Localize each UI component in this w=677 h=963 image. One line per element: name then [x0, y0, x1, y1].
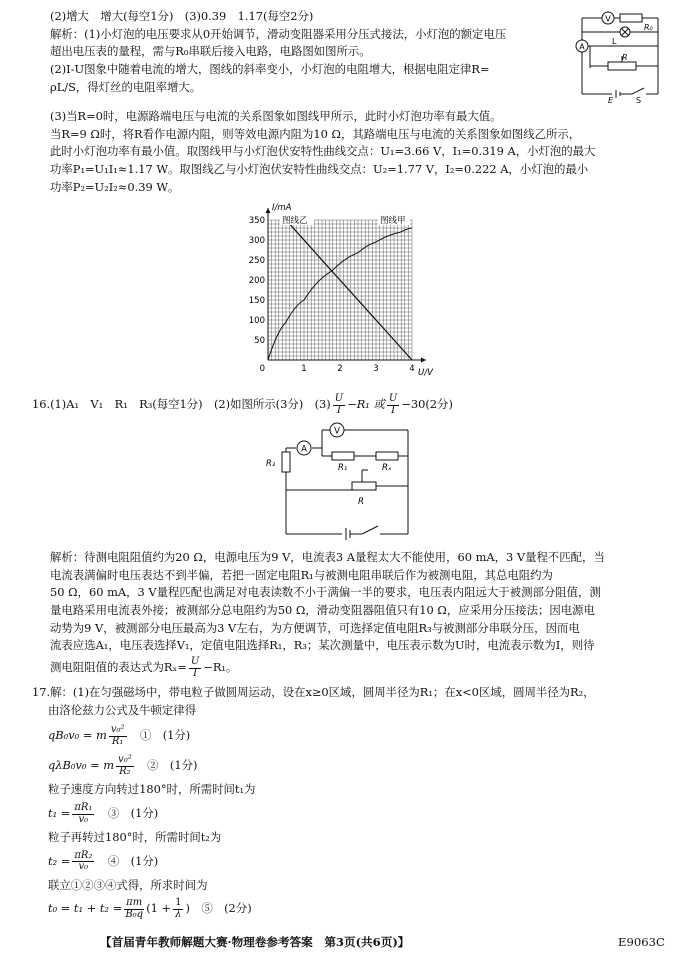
circuit-diagram-15 [572, 6, 672, 104]
footer-code: E9063C [618, 935, 665, 949]
x-tick-label: 3 [373, 364, 379, 374]
part17 [32, 684, 662, 920]
circuit16-r3-label: R₃ [266, 459, 276, 469]
eq5-paren: (1 + [146, 901, 172, 916]
equation-5 [32, 898, 662, 920]
y-tick-label: 350 [248, 216, 265, 226]
frac2-den: I [391, 404, 396, 416]
analysis-15-2a: (2)I-U图象中随着电流的增大，图线的斜率变小，小灯泡的电阻增大，根据电阻定律R= [50, 62, 490, 77]
eq3-den: v₀ [78, 813, 89, 825]
answer-16-minus1: −R₁ 或 [347, 397, 385, 411]
y-tick-label: 150 [248, 296, 265, 306]
analysis-16-7 [50, 657, 670, 679]
y-tick-label: 50 [254, 336, 265, 346]
analysis-16-6: 流表应选A₁，电压表选择V₁，定值电阻选择R₁，R₃；某次测量中，电压表示数为U时，电流表示数为I，则待 [50, 638, 595, 653]
analysis-16-1: 解析：待测电阻阻值约为20 Ω，电源电压为9 V，电流表3 A量程太大不能使用，60 mA，3 V量程不匹配，当 [50, 550, 605, 564]
x-tick-label: 4 [409, 364, 415, 374]
analysis-15-3a: (3)当R=0时，电源路端电压与电流的关系图象如图线甲所示，此时小灯泡功率有最大值。 [50, 109, 502, 123]
footer-title: 【首届青年教师解题大赛·物理卷参考答案 第3页(共6页)】 [100, 935, 410, 949]
circuit-diagram-16 [262, 420, 422, 544]
part16-answer [32, 394, 652, 416]
circuit16-rx-label: Rₓ [382, 463, 392, 473]
eq2-tag: ② (1分) [147, 758, 198, 773]
text-17-5: 联立①②③④式得，所求时间为 [48, 877, 208, 892]
eq1-lhs: qB₀v₀ = m [48, 728, 107, 743]
equation-2 [32, 755, 662, 777]
analysis-16-3: 50 Ω，60 mA，3 V量程匹配也满足对电表读数不小于满偏一半的要求，电压表内阻远大于被测部分阻值，测 [50, 585, 601, 600]
y-tick-label: 300 [248, 236, 265, 246]
eq2-num: v₀² [118, 754, 132, 766]
eq5-frac [124, 898, 144, 920]
analysis-15-1a: 解析：(1)小灯泡的电压要求从0开始调节，滑动变阻器采用分压式接法，小灯泡的额定电压 [50, 26, 507, 41]
x-axis-label: U/V [418, 368, 433, 378]
grid-lines [268, 220, 412, 360]
analysis-15-1b: 超出电压表的量程，需与R₀串联后接入电路，电路图如图所示。 [50, 44, 371, 59]
circuit16-v-label: V [334, 426, 340, 437]
eq2-frac [116, 755, 134, 777]
eq5-den2: λ [175, 908, 182, 920]
eq3-num: πR₁ [74, 802, 93, 814]
circuit15-s-label: S [636, 96, 642, 104]
fraction-u-over-i-1 [333, 394, 345, 416]
y-tick-label: 250 [248, 256, 265, 266]
x-axis-arrow-icon [421, 358, 426, 363]
text-17-4: 粒子再转过180°时，所需时间t₂为 [48, 830, 222, 845]
frac2-num: U [388, 393, 398, 404]
frac1-den: I [336, 404, 341, 416]
origin-label: 0 [259, 364, 265, 374]
analysis-15-3b: 当R=9 Ω时，将R看作电源内阻，则等效电源内阻为10 Ω，其路端电压与电流的关系图象如图线乙所示， [50, 126, 581, 141]
eq4-frac [72, 851, 94, 873]
iu-chart [238, 198, 448, 378]
intro-17-1: 17.解：(1)在匀强磁场中，带电粒子做圆周运动，设在x≥0区域，圆周半径为R₁；在x<0区域，圆周半径为R₂， [32, 685, 595, 699]
equation-1 [32, 725, 662, 747]
intro-17-2: 由洛伦兹力公式及牛顿定律得 [48, 702, 197, 717]
eq5-num: πm [126, 897, 143, 909]
frac1-num: U [334, 393, 344, 404]
analysis-16-7b: −R₁。 [203, 660, 238, 675]
eq4-den: v₀ [78, 861, 89, 873]
y-axis-label: I/mA [272, 203, 292, 213]
circuit15-e-label: E [608, 96, 614, 104]
frac3-num: U [190, 656, 200, 668]
circuit16-r-label: R [358, 497, 364, 507]
eq4-lhs: t₂ = [48, 853, 71, 868]
analysis-16-5: 动势为9 V，被测部分电压最高为3 V左右，为方便调节，可选择定值电阻R₃与被测部分串联分压，因而电 [50, 620, 580, 635]
eq4-num: πR₂ [74, 849, 93, 861]
eq1-den: R₁ [111, 735, 124, 747]
circuit15-r0-label: R₀ [644, 23, 653, 32]
equation-3 [32, 803, 662, 825]
y-tick-label: 100 [248, 316, 265, 326]
y-axis-arrow-icon [266, 208, 271, 213]
eq4-tag: ④ (1分) [107, 853, 159, 868]
eq5-close: ) [185, 901, 190, 916]
x-tick-label: 2 [337, 364, 343, 374]
answer-line-15: (2)增大 增大(每空1分) (3)0.39 1.17(每空2分) [50, 9, 314, 23]
part15-block-b [50, 108, 660, 196]
circuit15-v-label: V [605, 14, 611, 24]
analysis-15-3c: 此时小灯泡功率有最小值。取图线甲与小灯泡伏安特性曲线交点：U₁=3.66 V，I₁=0.319 A，小灯泡的最大 [50, 144, 596, 159]
circuit16-r1-label: R₁ [338, 463, 348, 473]
eq3-frac [72, 803, 94, 825]
series-label-jia: 图线甲 [380, 216, 406, 226]
text-17-3: 粒子速度方向转过180°时，所需时间t₁为 [48, 782, 256, 797]
answer-16-minus2: −30(2分) [401, 397, 453, 411]
frac3-den: I [193, 667, 198, 679]
eq3-lhs: t₁ = [48, 806, 71, 821]
eq3-tag: ③ (1分) [107, 806, 159, 821]
y-tick-label: 200 [248, 276, 265, 286]
fraction-u-over-i-3 [189, 657, 201, 679]
analysis-16-7a: 测电阻阻值的表达式为Rₓ= [50, 660, 187, 675]
analysis-15-3d: 功率P₁=U₁I₁≈1.17 W。取图线乙与小灯泡伏安特性曲线交点：U₂=1.77 V，I₂=0.222 A，小灯泡的最小 [50, 162, 589, 177]
circuit15-r-label: R [622, 53, 628, 62]
series-label-yi: 图线乙 [282, 216, 308, 226]
answer-16-text: 16.(1)A₁ V₁ R₁ R₃(每空1分) (2)如图所示(3分) (3) [32, 397, 331, 411]
x-tick-label: 1 [301, 364, 307, 374]
equation-4 [32, 851, 662, 873]
eq1-frac [109, 725, 127, 747]
circuit15-l-label: L [612, 37, 617, 46]
eq5-tag: ⑤ (2分) [201, 901, 252, 916]
eq5-lhs: t₀ = t₁ + t₂ = [48, 901, 123, 916]
eq2-lhs: qλB₀v₀ = m [48, 758, 115, 773]
analysis-15-3e: 功率P₂=U₂I₂≈0.39 W。 [50, 179, 180, 194]
eq5-frac2 [173, 898, 183, 920]
analysis-15-2b: ρL/S，得灯丝的电阻率增大。 [50, 79, 202, 94]
eq1-tag: ① (1分) [139, 728, 191, 743]
part15-block [50, 8, 570, 96]
eq2-den: R₂ [119, 765, 131, 777]
analysis-16-2: 电流表满偏时电压表达不到半偏，若把一固定电阻R₁与被测电阻串联后作为被测电阻，其总电阻约为 [50, 567, 553, 582]
circuit15-a-label: A [579, 42, 585, 52]
fraction-u-over-i-2 [387, 394, 399, 416]
eq5-num2: 1 [175, 897, 182, 909]
circuit16-a-label: A [301, 444, 307, 455]
eq1-num: v₀² [110, 724, 125, 736]
part16-analysis [50, 549, 670, 679]
eq5-den: B₀q [125, 908, 144, 920]
analysis-16-4: 量电路采用电流表外接；被测部分总电阻约为50 Ω，滑动变阻器阻值只有10 Ω，应采用分压接法；因电源电 [50, 603, 595, 618]
